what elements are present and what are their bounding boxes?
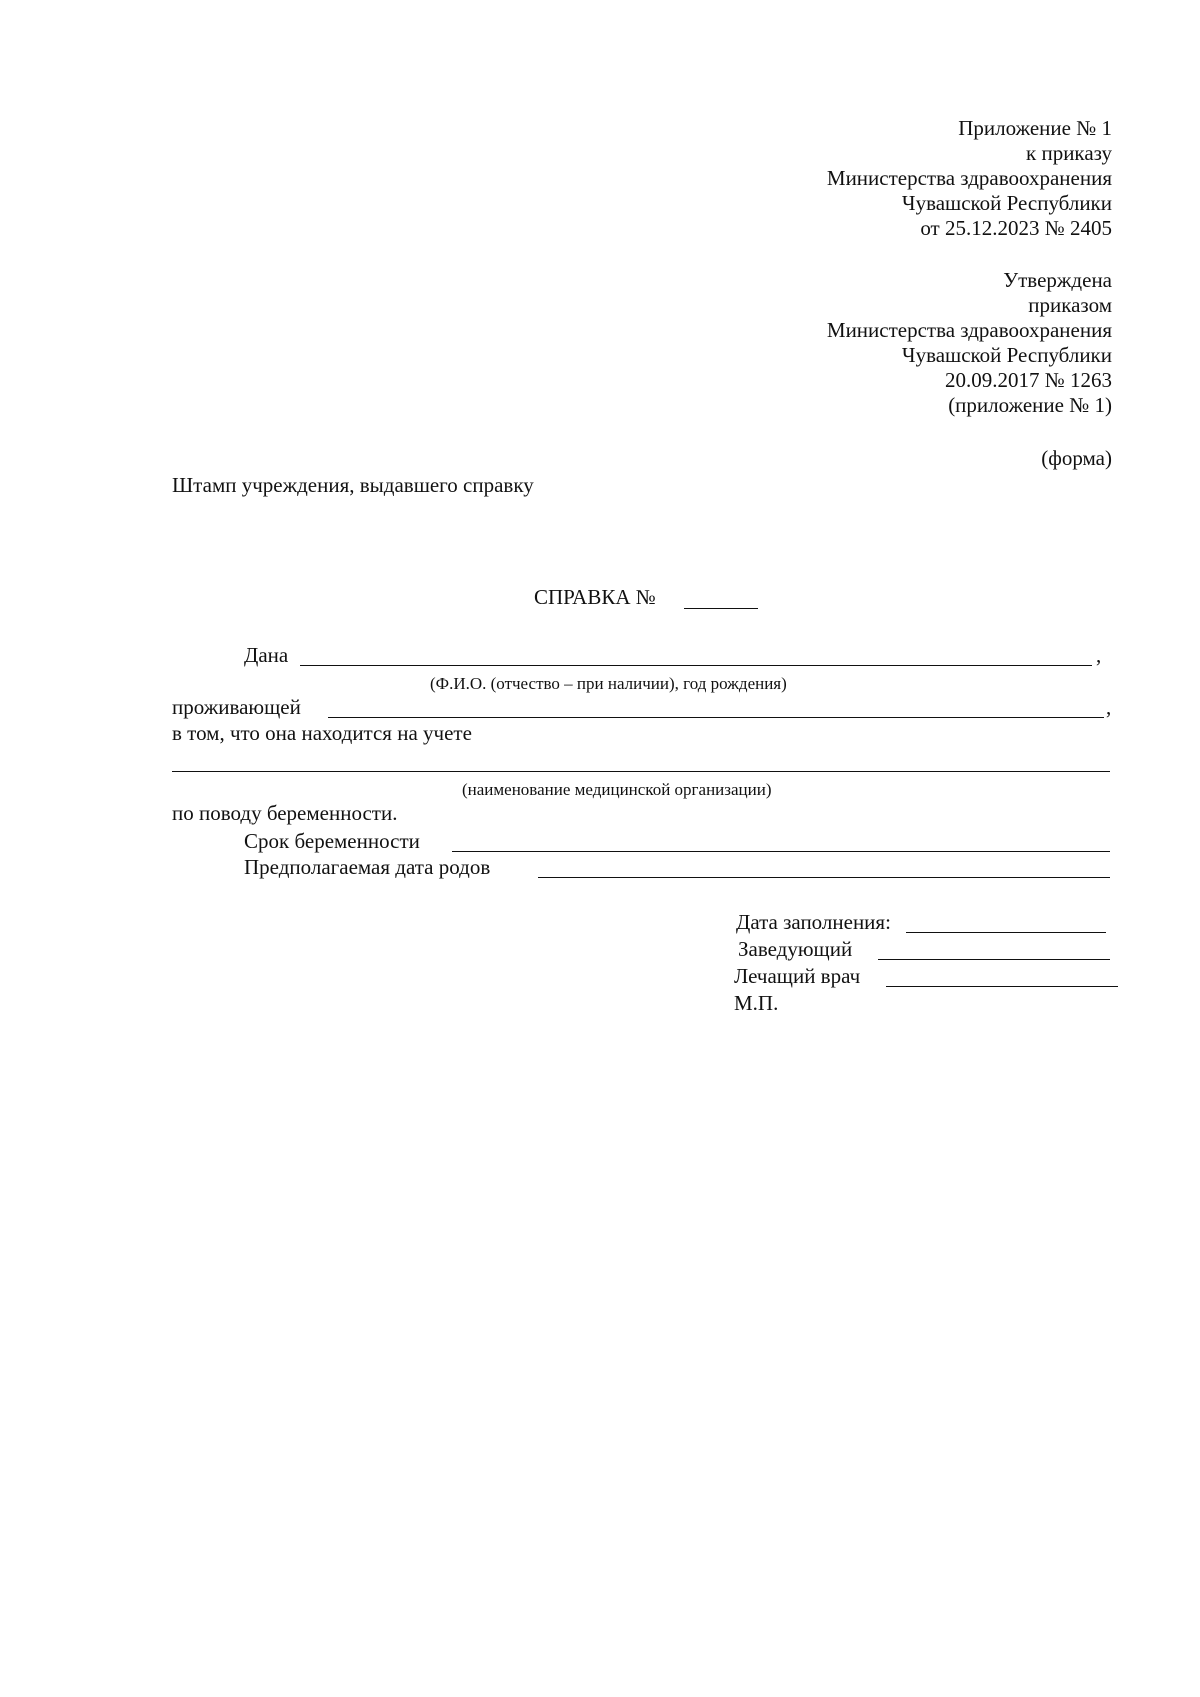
organization-hint: (наименование медицинской организации) bbox=[462, 780, 772, 799]
due-date-label: Предполагаемая дата родов bbox=[244, 855, 491, 879]
approval-line-3: Министерства здравоохранения bbox=[826, 318, 1112, 342]
title-text: СПРАВКА № bbox=[534, 585, 656, 609]
fio-field[interactable] bbox=[300, 665, 1092, 666]
head-signature-field[interactable] bbox=[878, 959, 1110, 960]
stamp-label: Штамп учреждения, выдавшего справку bbox=[172, 473, 534, 497]
fio-comma: , bbox=[1096, 643, 1102, 667]
pregnancy-text: по поводу беременности. bbox=[172, 801, 398, 825]
registered-text: в том, что она находится на учете bbox=[172, 721, 472, 745]
approval-line-1: Утверждена bbox=[1003, 268, 1112, 292]
appendix-line-3: Министерства здравоохранения bbox=[826, 166, 1112, 190]
form-label: (форма) bbox=[1041, 446, 1112, 470]
doctor-signature-field[interactable] bbox=[886, 986, 1118, 987]
appendix-line-2: к приказу bbox=[1026, 141, 1112, 165]
residing-label: проживающей bbox=[172, 695, 301, 719]
appendix-line-1: Приложение № 1 bbox=[958, 116, 1112, 140]
approval-line-6: (приложение № 1) bbox=[948, 393, 1112, 417]
appendix-line-4: Чувашской Республики bbox=[901, 191, 1112, 215]
term-label: Срок беременности bbox=[244, 829, 420, 853]
due-date-field[interactable] bbox=[538, 877, 1110, 878]
given-label: Дана bbox=[244, 643, 289, 667]
approval-line-2: приказом bbox=[1028, 293, 1112, 317]
address-field[interactable] bbox=[328, 717, 1104, 718]
doctor-label: Лечащий врач bbox=[734, 964, 861, 988]
fill-date-field[interactable] bbox=[906, 932, 1106, 933]
approval-line-4: Чувашской Республики bbox=[901, 343, 1112, 367]
term-field[interactable] bbox=[452, 851, 1110, 852]
appendix-line-5: от 25.12.2023 № 2405 bbox=[920, 216, 1112, 240]
certificate-number-field[interactable] bbox=[684, 608, 758, 609]
fill-date-label: Дата заполнения: bbox=[736, 910, 891, 934]
approval-line-5: 20.09.2017 № 1263 bbox=[944, 368, 1112, 392]
head-label: Заведующий bbox=[738, 937, 853, 961]
organization-field[interactable] bbox=[172, 771, 1110, 772]
seal-label: М.П. bbox=[734, 991, 779, 1015]
address-comma: , bbox=[1106, 695, 1112, 719]
fio-hint: (Ф.И.О. (отчество – при наличии), год рождения) bbox=[430, 674, 787, 693]
